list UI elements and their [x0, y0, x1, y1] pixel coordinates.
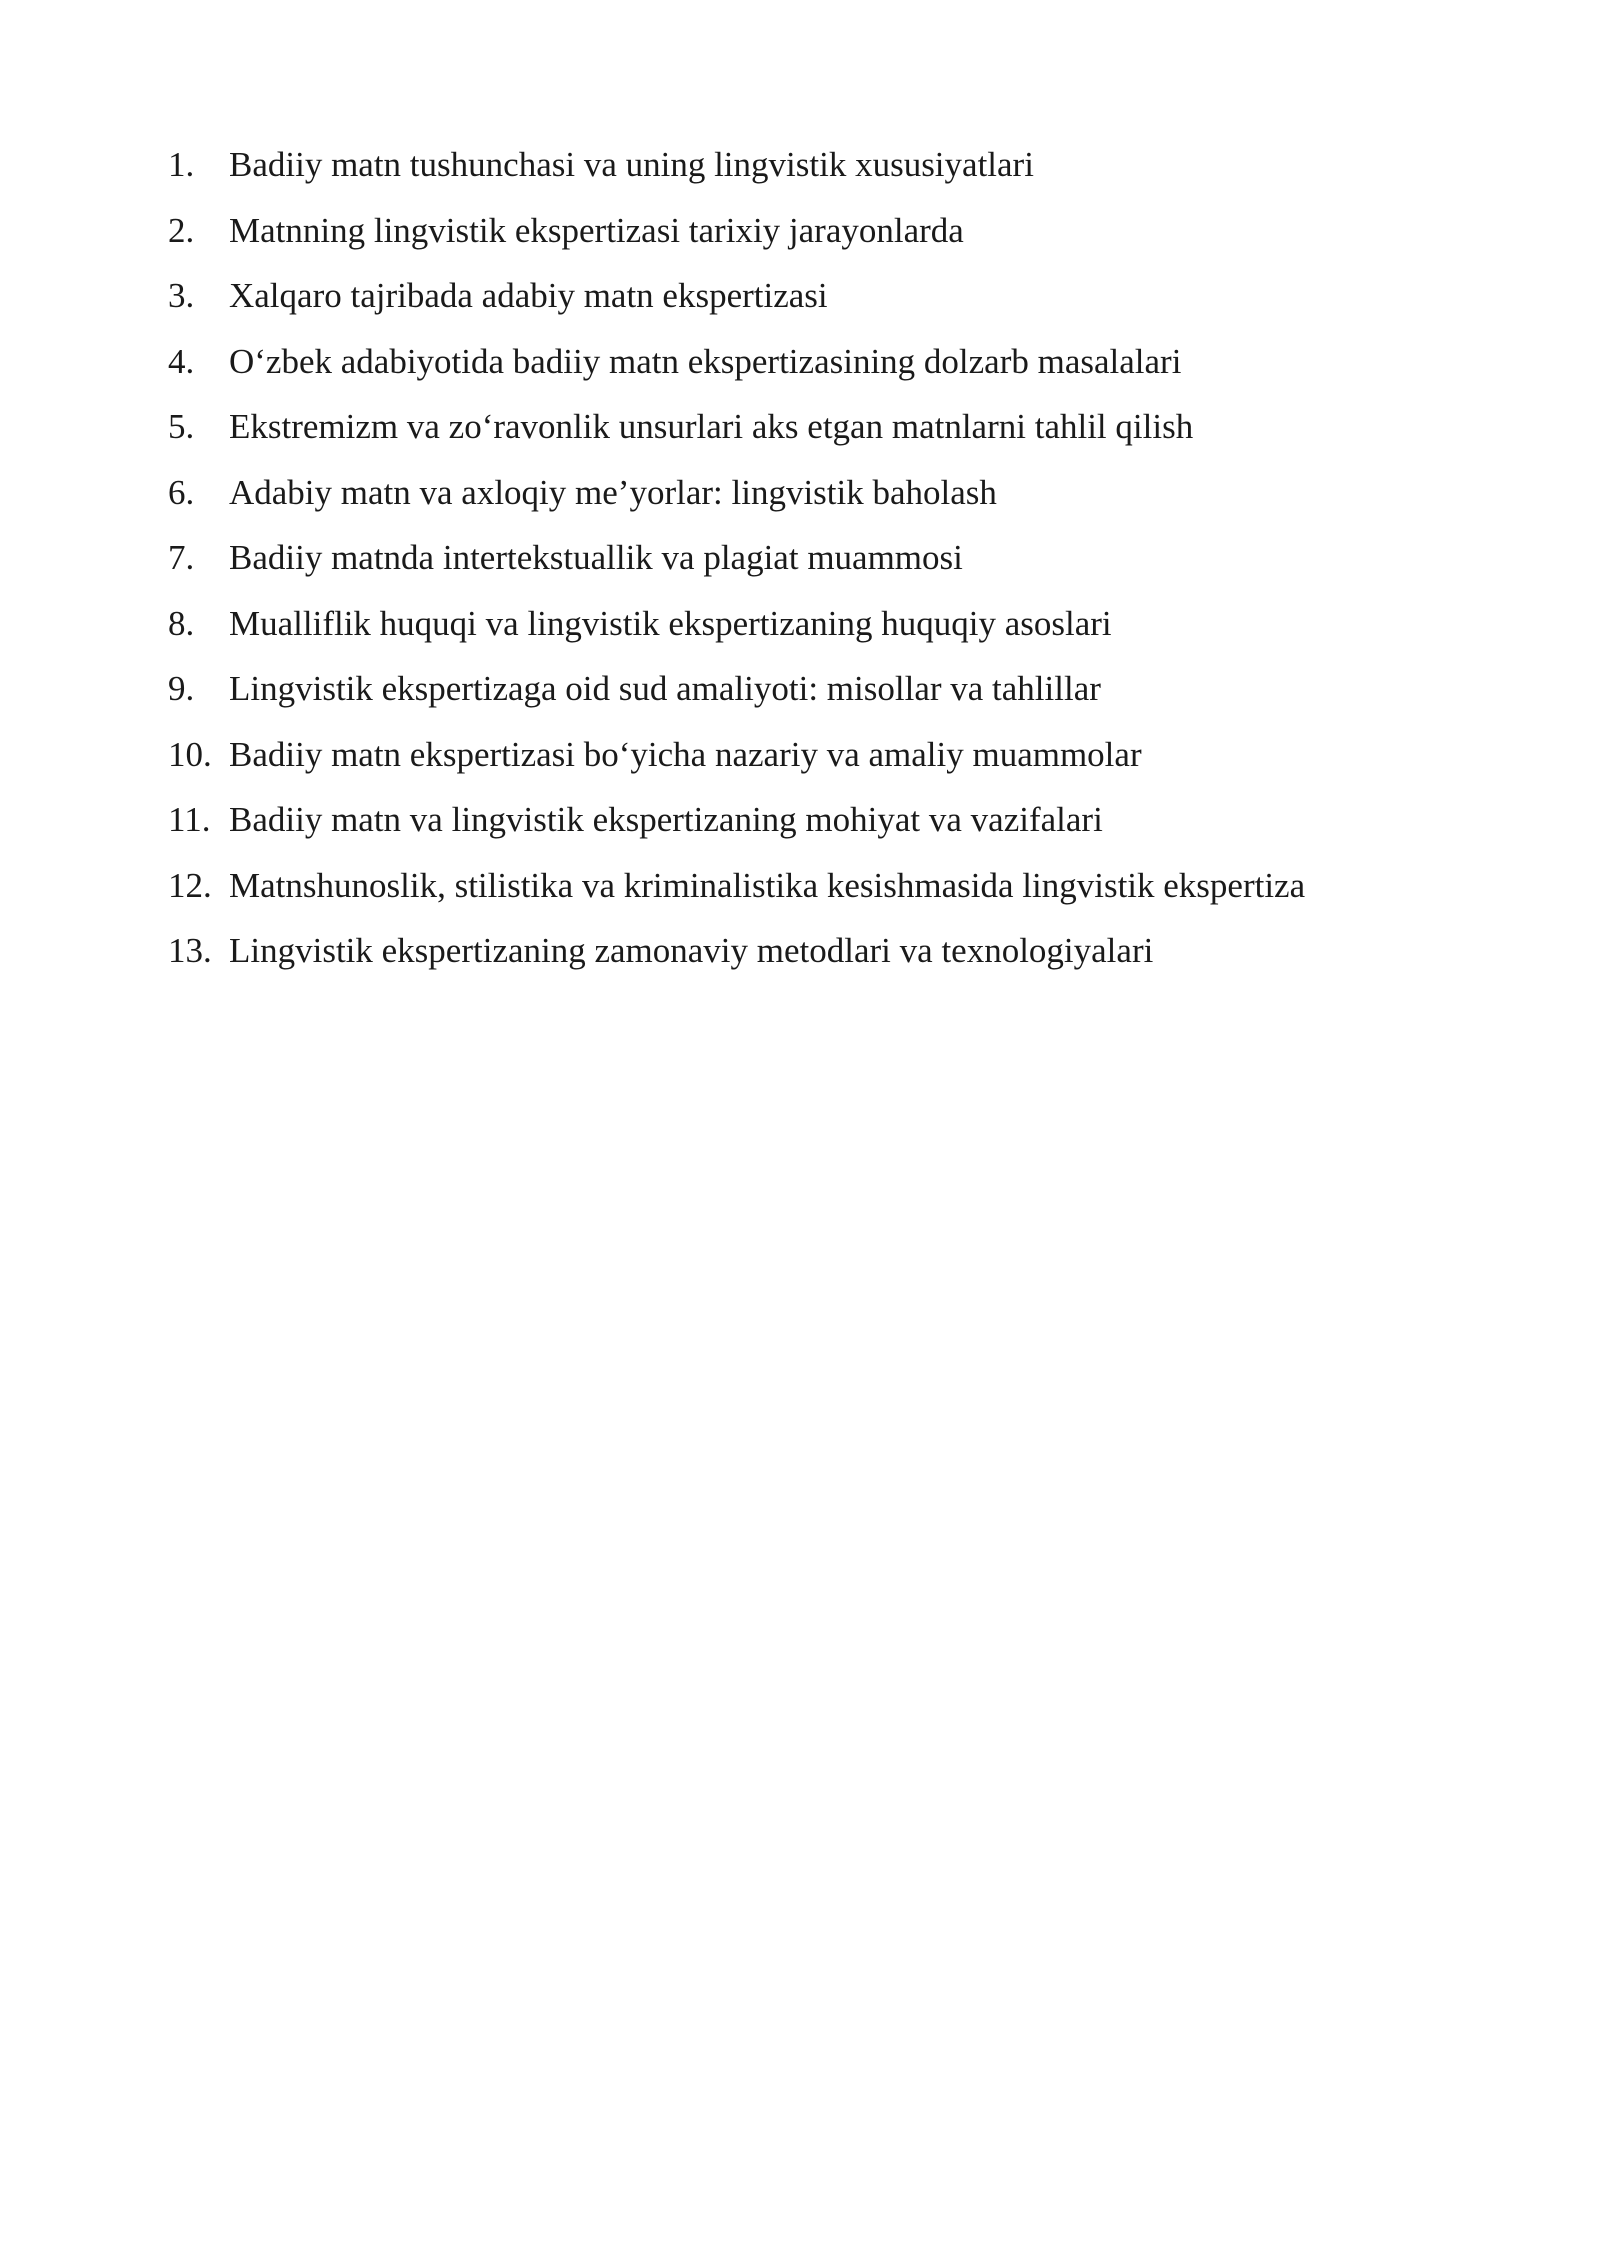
list-item — [168, 931, 1468, 997]
list-item — [168, 538, 1468, 604]
list-item — [168, 866, 1468, 932]
list-item — [168, 211, 1468, 277]
list-item-text: Ekstremizm va zo‘ravonlik unsurlari aks etgan matnlarni tahlil qilish — [229, 407, 1194, 446]
list-item-text: Lingvistik ekspertizaga oid sud amaliyoti: misollar va tahlillar — [229, 669, 1101, 708]
list-item — [168, 342, 1468, 408]
list-item-number: 9. — [168, 669, 195, 708]
list-item-text: Badiiy matnda intertekstuallik va plagiat muammosi — [229, 538, 963, 577]
list-item — [168, 276, 1468, 342]
list-item-text: Lingvistik ekspertizaning zamonaviy metodlari va texnologiyalari — [229, 931, 1154, 970]
list-item-number: 10. — [168, 734, 212, 774]
topic-list — [168, 145, 1468, 997]
list-item-number: 2. — [168, 210, 195, 250]
list-item-number: 3. — [168, 276, 195, 315]
list-item-number: 4. — [168, 341, 195, 381]
list-item-number: 12. — [168, 865, 212, 905]
list-item — [168, 407, 1468, 473]
list-item-text: Mualliflik huquqi va lingvistik ekspertizaning huquqiy asoslari — [229, 603, 1112, 643]
list-item-number: 5. — [168, 407, 195, 446]
list-item-number: 11. — [168, 800, 211, 839]
list-item — [168, 735, 1468, 801]
list-item-text: Matnshunoslik, stilistika va kriminalistika kesishmasida lingvistik ekspertiza — [229, 865, 1306, 905]
list-item-text: Badiiy matn ekspertizasi bo‘yicha nazariy va amaliy muammolar — [229, 734, 1142, 774]
list-item-text: Badiiy matn tushunchasi va uning lingvistik xususiyatlari — [229, 145, 1034, 184]
list-item-text: Xalqaro tajribada adabiy matn ekspertizasi — [229, 276, 828, 315]
list-item-number: 8. — [168, 603, 195, 643]
list-item-number: 1. — [168, 145, 195, 184]
list-item-number: 6. — [168, 472, 195, 512]
list-item — [168, 669, 1468, 735]
list-item-text: Badiiy matn va lingvistik ekspertizaning mohiyat va vazifalari — [229, 800, 1103, 839]
list-item — [168, 473, 1468, 539]
list-item-number: 7. — [168, 538, 195, 577]
list-item-text: O‘zbek adabiyotida badiiy matn ekspertizasining dolzarb masalalari — [229, 341, 1182, 381]
list-item — [168, 800, 1468, 866]
list-item-text: Adabiy matn va axloqiy me’yorlar: lingvistik baholash — [229, 472, 997, 512]
list-item — [168, 145, 1468, 211]
list-item-text: Matnning lingvistik ekspertizasi tarixiy jarayonlarda — [229, 210, 964, 250]
list-item — [168, 604, 1468, 670]
list-item-number: 13. — [168, 931, 212, 970]
